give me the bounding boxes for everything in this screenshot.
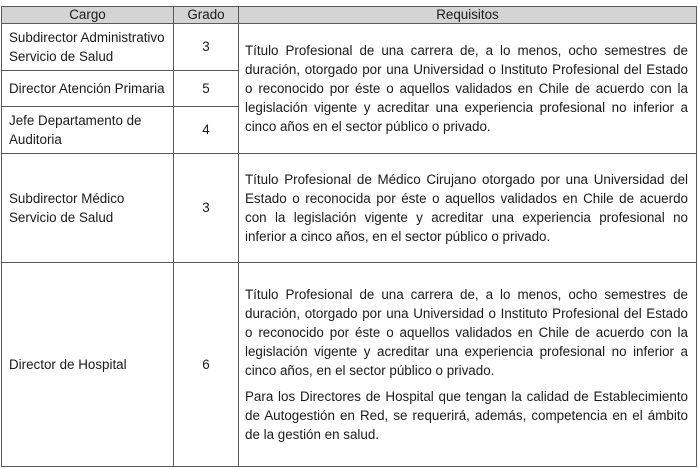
header-requisitos: Requisitos (239, 7, 697, 24)
cargo-cell (2, 106, 174, 153)
cargo-line: Director Atención Primaria (9, 80, 165, 96)
cargo-line: Subdirector Administrativo (9, 29, 165, 45)
cargo-line: Servicio de Salud (9, 48, 114, 64)
cargo-cell (2, 24, 174, 71)
header-cargo: Cargo (2, 7, 174, 24)
cargo-cell (2, 262, 174, 466)
cargo-line: Director de Hospital (9, 356, 127, 372)
requisitos-text: Título Profesional de Médico Cirujano otorgado por una Universidad del Estado o reconocida por éste o aquellos validados en Chile de acuerdo con la legislación vigente y acreditar una experiencia profesional no inferior a cinco años, en el sector público o privado. (245, 171, 688, 244)
requisitos-cell (239, 24, 697, 154)
requisitos-cell (239, 153, 697, 262)
cargo-cell (2, 153, 174, 262)
grado-cell: 4 (174, 106, 239, 153)
cargo-cell (2, 70, 174, 106)
requisitos-text: Título Profesional de una carrera de, a lo menos, ocho semestres de duración, otorgado por una Universidad o Instituto Profesional del Estado o reconocido por éste o aquellos validados en Chile de acuerdo con la legislación vigente y acreditar una experiencia profesional no inferior a cinco años en el sector público o privado. (245, 42, 688, 134)
grado-cell: 5 (174, 70, 239, 106)
cargo-line: Subdirector Médico (9, 190, 125, 206)
grado-cell: 6 (174, 262, 239, 466)
table-row (2, 262, 697, 466)
header-grado: Grado (174, 7, 239, 24)
cargo-line: Servicio de Salud (9, 209, 114, 225)
table-row (2, 153, 697, 262)
grado-cell: 3 (174, 24, 239, 71)
requisitos-cell (239, 262, 697, 466)
header-row (2, 7, 697, 24)
cargo-line: Jefe Departamento de (9, 112, 142, 128)
requisitos-text: Título Profesional de una carrera de, a lo menos, ocho semestres de duración, otorgado por una Universidad o Instituto Profesional del Estado o reconocido por éste o aquellos validados en Chile de acuerdo con la legislación vigente y acreditar una experiencia profesional no inferior a cinco años, en el sector público o privado. (245, 286, 688, 378)
cargo-line: Auditoria (9, 131, 62, 147)
table-row (2, 24, 697, 71)
requirements-table (1, 6, 697, 467)
requisitos-note: Para los Directores de Hospital que tengan la calidad de Establecimiento de Autogestión en Red, se requerirá, además, competencia en el ámbito de la gestión en salud. (245, 388, 688, 442)
grado-cell: 3 (174, 153, 239, 262)
